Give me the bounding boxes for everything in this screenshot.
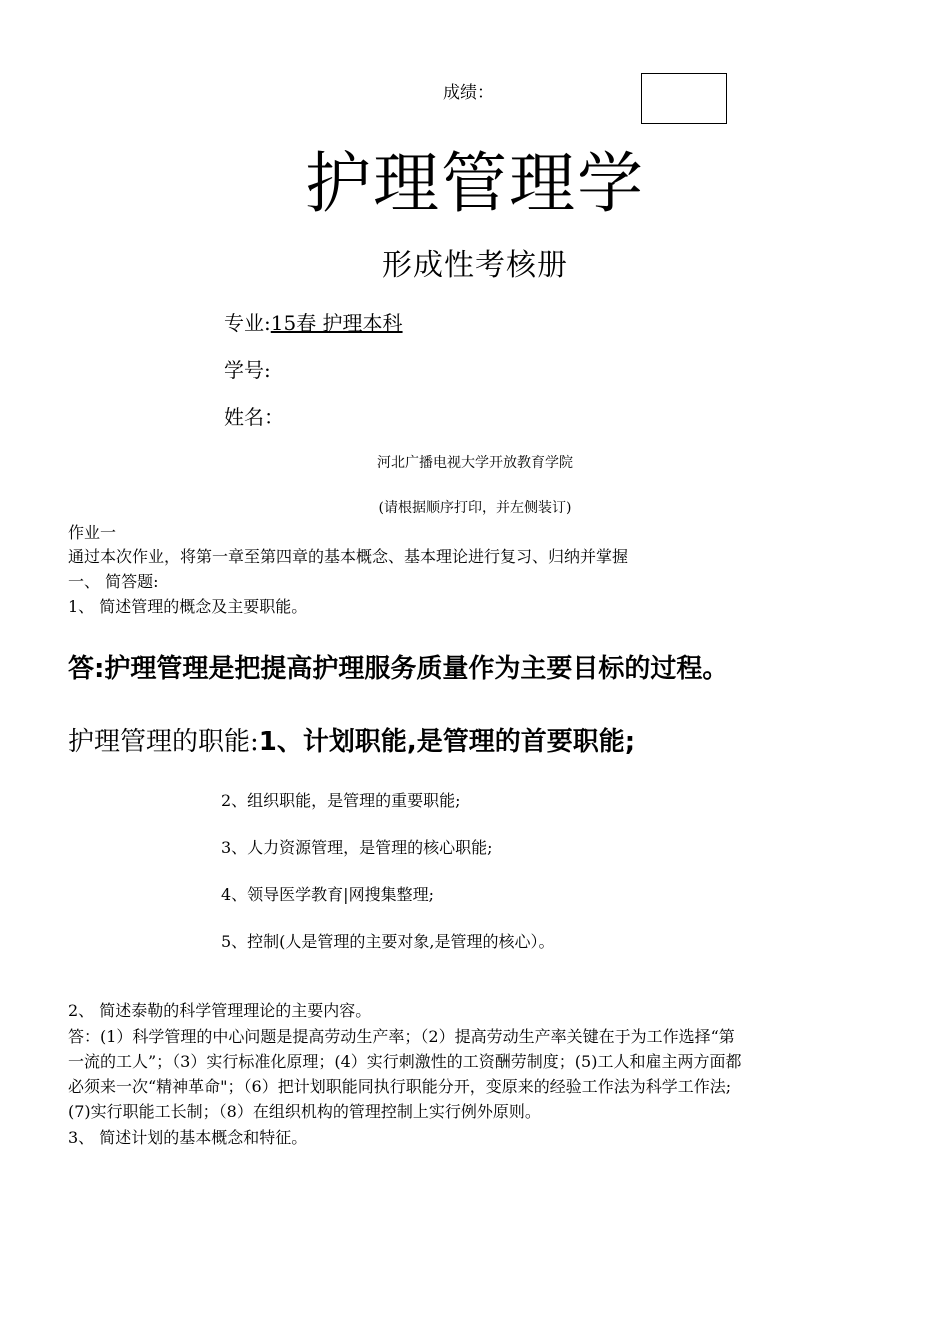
functions-line — [68, 721, 635, 758]
student-id-field — [224, 354, 271, 383]
question-2: 2、 简述泰勒的科学管理理论的主要内容。 — [68, 1001, 372, 1020]
school-name: 河北广播电视大学开放教育学院 — [377, 455, 573, 471]
homework-intro: 通过本次作业，将第一章至第四章的基本概念、基本理论进行复习、归纳并掌握 — [68, 547, 629, 566]
answer-2-line: 一流的工人”；（3）实行标准化原理；(4）实行刺激性的工资酬劳制度；(5)工人和雇主两方面都 — [68, 1052, 742, 1071]
answer-1: 答:护理管理是把提高护理服务质量作为主要目标的过程。 — [68, 654, 729, 684]
answer-2 — [68, 1024, 888, 1124]
functions-prefix: 护理管理的职能: — [68, 727, 259, 757]
binding-note: (请根据顺序打印，并左侧装订) — [378, 500, 572, 516]
name-label: 姓名： — [224, 405, 284, 429]
function-item-1: 1、计划职能,是管理的首要职能; — [258, 727, 636, 757]
answer-2-line: 必须来一次“精神革命"；（6）把计划职能同执行职能分开，变原来的经验工作法为科学工作法; — [68, 1077, 732, 1096]
score-label: 成绩： — [443, 83, 494, 103]
student-id-label: 学号: — [224, 358, 271, 382]
question-1: 1、 简述管理的概念及主要职能。 — [68, 597, 308, 616]
section-heading: 一、 简答题: — [68, 572, 159, 591]
function-item-2: 2、组织职能，是管理的重要职能; — [221, 791, 461, 810]
question-3: 3、 简述计划的基本概念和特征。 — [68, 1128, 308, 1147]
homework-title: 作业一 — [68, 523, 117, 542]
major-label: 专业: — [224, 311, 271, 335]
major-field — [224, 307, 403, 336]
answer-2-line: 答：(1）科学管理的中心问题是提高劳动生产率；（2）提高劳动生产率关键在于为工作选择“第 — [68, 1027, 735, 1046]
major-value: 15春 护理本科 — [270, 311, 403, 335]
function-item-4: 4、领导医学教育|网搜集整理; — [221, 885, 434, 904]
document-title: 护理管理学 — [305, 145, 645, 222]
function-item-5: 5、控制(人是管理的主要对象,是管理的核心）。 — [221, 932, 555, 951]
function-item-3: 3、人力资源管理，是管理的核心职能; — [221, 838, 493, 857]
answer-2-line: (7)实行职能工长制；（8）在组织机构的管理控制上实行例外原则。 — [68, 1102, 541, 1121]
name-field — [224, 401, 284, 430]
score-box — [641, 73, 727, 124]
document-subtitle: 形成性考核册 — [382, 248, 568, 283]
